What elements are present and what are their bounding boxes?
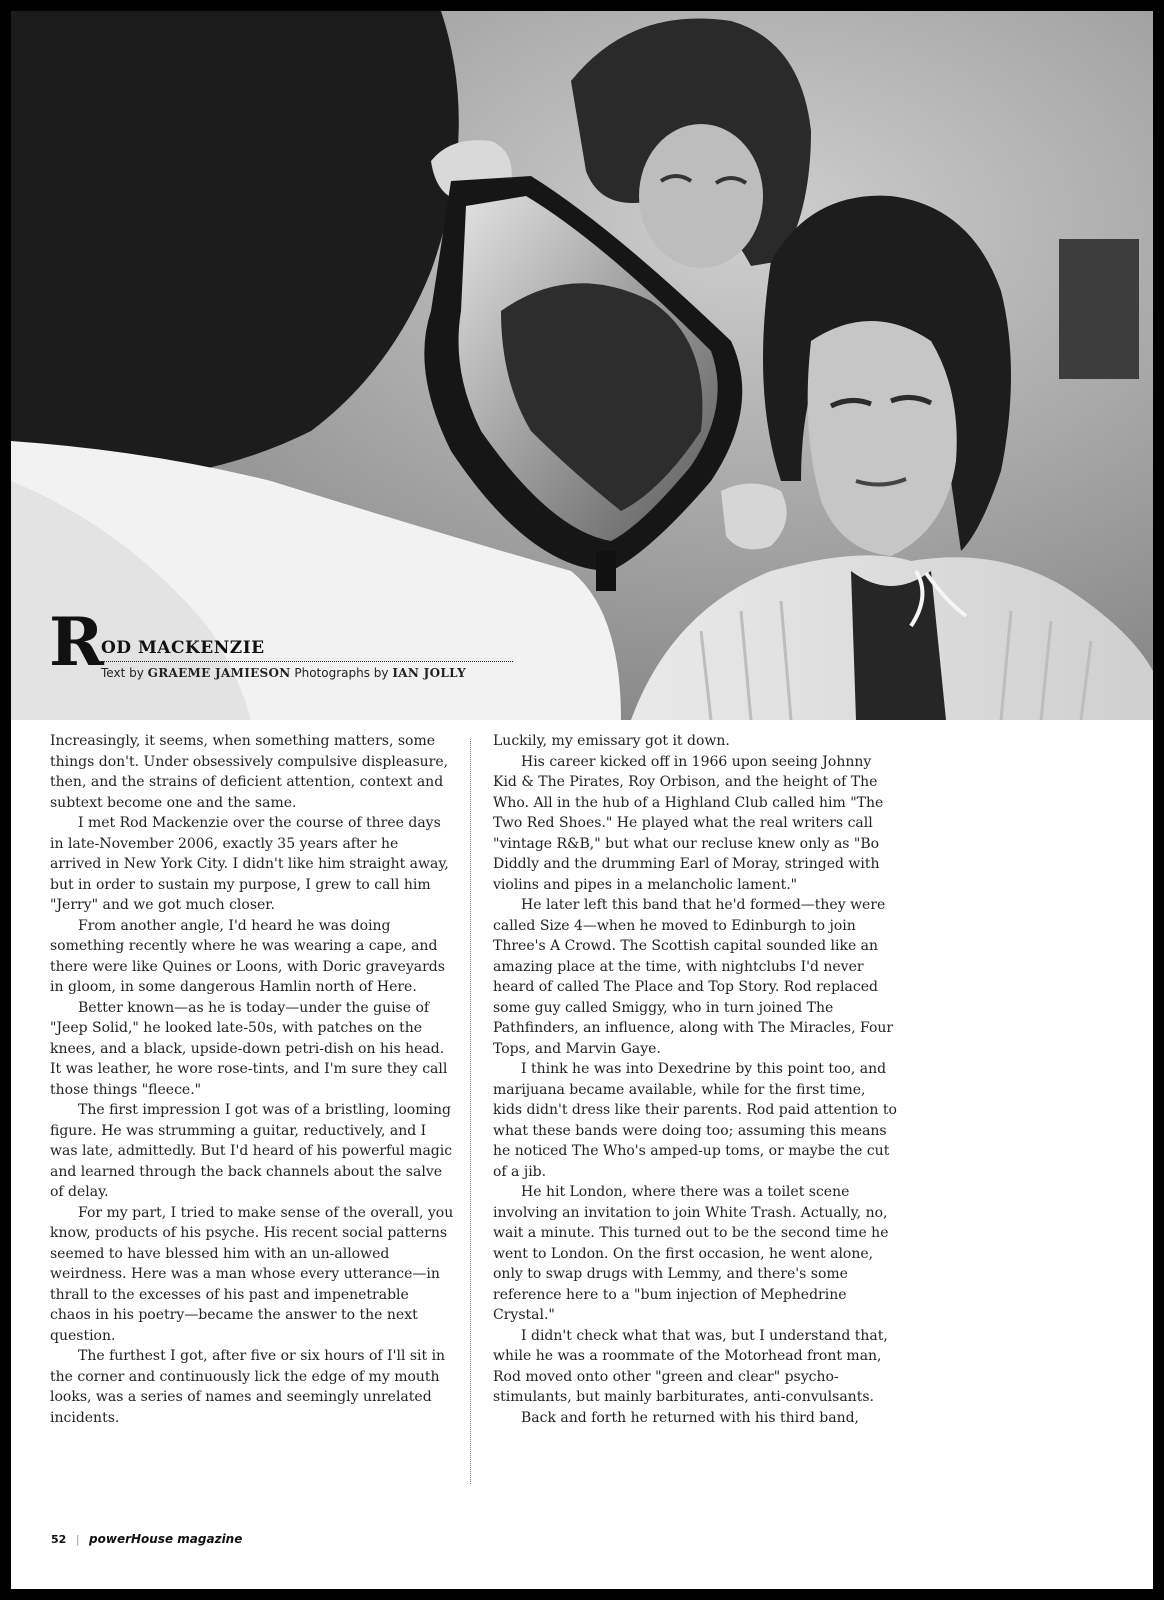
article-column-right xyxy=(493,731,897,1428)
byline-author: GRAEME JAMIESON xyxy=(147,666,291,680)
paragraph: I didn't check what that was, but I understand that, while he was a roommate of the Motorhead front man, Rod moved onto other "green and clear" psycho-stimulants, but mainly barbiturates, anti-convulsants. xyxy=(493,1327,888,1405)
byline-text-label: Text by xyxy=(101,666,144,680)
paragraph: I met Rod Mackenzie over the course of three days in late-November 2006, exactly 35 years after he arrived in New York City. I didn't like him straight away, but in order to sustain my purpose, I grew to call him "Jerry" and we got much closer. xyxy=(50,815,449,913)
paragraph: I think he was into Dexedrine by this point too, and marijuana became available, while for the first time, kids didn't dress like their parents. Rod paid attention to what these bands were doing too; assuming this means he noticed The Who's amped-up toms, or maybe the cut of a jib. xyxy=(493,1061,897,1180)
wall-frame xyxy=(1059,239,1139,379)
byline xyxy=(101,666,466,680)
page-number: 52 xyxy=(51,1533,67,1546)
paragraph: The furthest I got, after five or six hours of I'll sit in the corner and continuously lick the edge of my mouth looks, was a series of names and seemingly unrelated incidents. xyxy=(50,1348,446,1426)
paragraph: From another angle, I'd heard he was doing something recently where he was wearing a cape, and there were like Quines or Loons, with Doric graveyards in gloom, in some dangerous Hamlin north of Here. xyxy=(50,917,445,995)
paragraph: For my part, I tried to make sense of the overall, you know, products of his psyche. His recent social patterns seemed to have blessed him with an un-allowed weirdness. Here was a man whose every utterance—in thrall to the excesses of his past and impenetrable chaos in his poetry—became the answer to the next question. xyxy=(50,1204,454,1344)
byline-photographer: IAN JOLLY xyxy=(392,666,466,680)
article-title-block xyxy=(49,603,489,697)
page-footer xyxy=(51,1532,242,1546)
paragraph: Better known—as he is today—under the guise of "Jeep Solid," he looked late-50s, with patches on the knees, and a black, upside-down petri-dish on his head. It was leather, he wore rose-tints, and I'm sure they call those things "fleece." xyxy=(50,999,448,1098)
paragraph: He later left this band that he'd formed—they were called Size 4—when he moved to Edinburgh to join Three's A Crowd. The Scottish capital sounded like an amazing place at the time, with nightclubs I'd never heard of called The Place and Top Story. Rod replaced some guy called Smiggy, who in turn joined The Pathfinders, an influence, along with The Miracles, Four Tops, and Marvin Gaye. xyxy=(493,897,894,1057)
column-divider xyxy=(470,739,471,1484)
article-title: OD MACKENZIE xyxy=(101,638,265,658)
title-dropcap: R xyxy=(49,603,104,681)
paragraph: Increasingly, it seems, when something matters, some things don't. Under obsessively compulsive displeasure, then, and the strains of deficient attention, context and subtext become one and the same. xyxy=(50,733,449,811)
footer-separator: | xyxy=(75,1533,80,1546)
barbershop-photo-illustration xyxy=(11,11,1153,720)
paragraph: He hit London, where there was a toilet scene involving an invitation to join White Trash. Actually, no, wait a minute. This turned out to be the second time he went to London. On the first occasion, he went alone, only to swap drugs with Lemmy, and there's some reference here to a "bum injection of Mephedrine Crystal." xyxy=(493,1184,889,1323)
paragraph: Back and forth he returned with his third band, xyxy=(521,1409,860,1426)
paragraph: His career kicked off in 1966 upon seeing Johnny Kid & The Pirates, Roy Orbison, and the height of The Who. All in the hub of a Highland Club called him "The Two Red Shoes." He played what the real writers call "vintage R&B," but what our recluse knew only as "Bo Diddly and the drumming Earl of Moray, stringed with violins and pipes in a melancholic lament." xyxy=(493,753,884,893)
magazine-name: powerHouse magazine xyxy=(89,1532,243,1546)
title-divider xyxy=(101,661,513,662)
paragraph: The first impression I got was of a bristling, looming figure. He was strumming a guitar, reductively, and I was late, admittedly. But I'd heard of his powerful magic and learned through the back channels about the salve of delay. xyxy=(50,1102,453,1200)
article-column-left xyxy=(50,731,454,1428)
paragraph: Luckily, my emissary got it down. xyxy=(493,733,730,749)
magazine-page xyxy=(11,11,1153,1589)
hero-photograph xyxy=(11,11,1153,720)
byline-photo-label: Photographs by xyxy=(294,666,389,680)
